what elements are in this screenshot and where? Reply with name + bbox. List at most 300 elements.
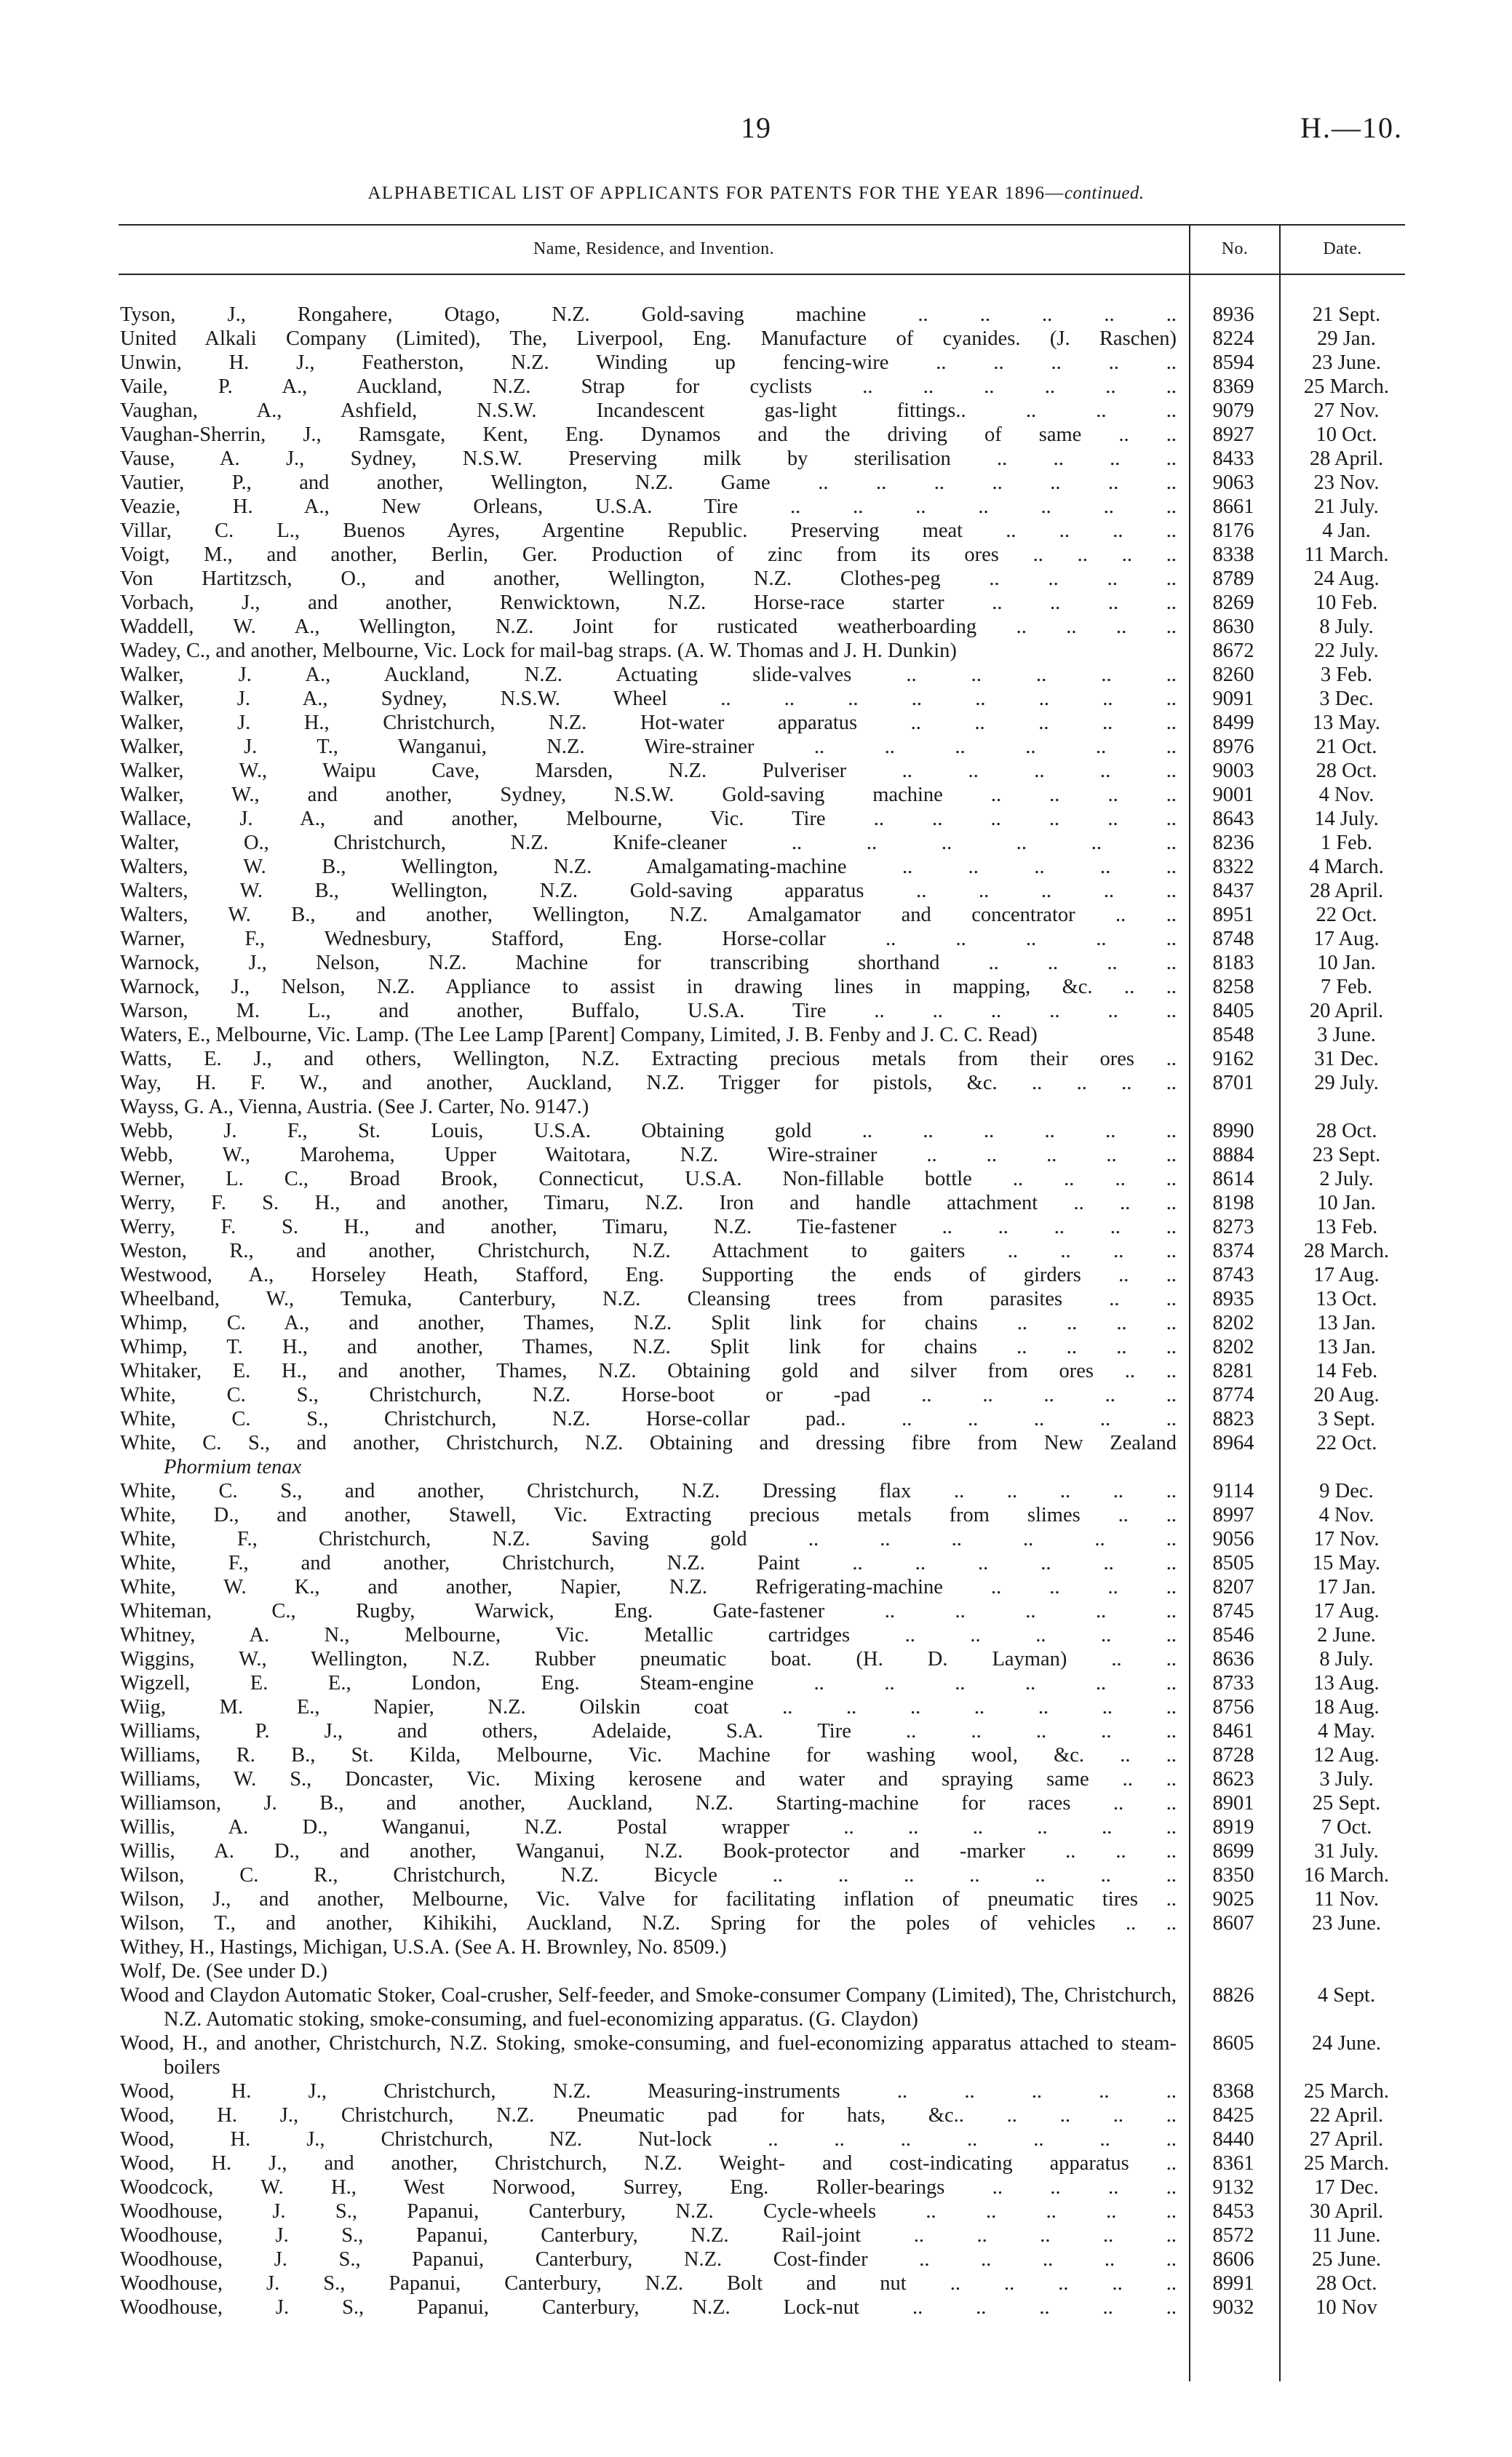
patent-number: 8183 [1212,952,1254,974]
table-row [120,1023,1404,1047]
applicant-entry: White, C. S., and another, Christchurch, N.Z. Dressing flax .. .. .. .. .. [120,1480,1177,1502]
applicant-entry: White, F., and another, Christchurch, N.Z. Paint .. .. .. .. .. .. [120,1552,1177,1574]
applicant-entry: Willis, A. D., Wanganui, N.Z. Postal wrapper .. .. .. .. .. .. [120,1816,1177,1839]
patent-date: 4 Nov. [1318,784,1374,806]
patent-date: 13 Feb. [1315,1216,1378,1238]
table-row [120,687,1404,711]
patent-date: 28 March. [1303,1240,1390,1262]
patent-number: 8672 [1212,640,1254,662]
patent-date: 9 Dec. [1319,1480,1374,1502]
table-row [120,1503,1404,1527]
table-row [120,1335,1404,1359]
patent-date: 4 Jan. [1322,519,1371,542]
applicant-entry: White, W. K., and another, Napier, N.Z. Refrigerating-machine .. .. .. .. [120,1576,1177,1598]
patent-number: 8176 [1212,519,1254,542]
applicant-entry: Woodhouse, J. S., Papanui, Canterbury, N.Z. Rail-joint .. .. .. .. .. [120,2224,1177,2247]
table-row [120,1359,1404,1383]
patent-date: 22 July. [1314,640,1379,662]
table-row [120,2199,1404,2223]
table-row [120,327,1404,351]
patent-number: 8964 [1212,1432,1254,1454]
column-header-date: Date. [1323,239,1362,258]
table-row [120,1383,1404,1407]
patent-date: 3 Dec. [1319,688,1374,710]
patent-number: 8440 [1212,2128,1254,2151]
column-header-name: Name, Residence, and Invention. [533,239,774,258]
applicant-entry: Vaughan-Sherrin, J., Ramsgate, Kent, Eng. Dynamos and the driving of same .. .. [120,423,1177,446]
patent-date: 10 Feb. [1315,592,1378,614]
applicant-entry: Walker, W., and another, Sydney, N.S.W. Gold-saving machine .. .. .. .. [120,784,1177,806]
patent-number: 8207 [1212,1576,1254,1598]
column-header-number: No. [1221,239,1249,258]
applicant-list [120,303,1404,2319]
patent-date: 17 Aug. [1313,1264,1380,1286]
table-row [120,1767,1404,1791]
applicant-entry: Westwood, A., Horseley Heath, Stafford, Eng. Supporting the ends of girders .. .. [120,1264,1177,1286]
patent-number: 8756 [1212,1696,1254,1719]
applicant-entry: Whitaker, E. H., and another, Thames, N.Z. Obtaining gold and silver from ores .. .. [120,1360,1177,1382]
patent-number: 8546 [1212,1624,1254,1646]
table-row [120,975,1404,999]
applicant-entry: Walker, J. A., Auckland, N.Z. Actuating slide-valves .. .. .. .. .. [120,664,1177,686]
applicant-entry: Wood and Claydon Automatic Stoker, Coal-crusher, Self-feeder, and Smoke-consumer Company (Limited), The, Christchurch, N.Z. Automatic stoking, smoke-consuming, and fuel-economizing apparatus. (G. Claydon) [120,1984,1177,2031]
table-row [120,1623,1404,1647]
patent-number: 8202 [1212,1312,1254,1334]
patent-date: 4 May. [1318,1720,1375,1743]
patent-number: 8273 [1212,1216,1254,1238]
applicant-entry: Wigzell, E. E., London, Eng. Steam-engine .. .. .. .. .. .. [120,1672,1177,1695]
table-row [120,1263,1404,1287]
patent-date: 17 Nov. [1313,1528,1380,1550]
patent-date: 2 June. [1317,1624,1376,1646]
patent-date: 17 Aug. [1313,1600,1380,1622]
table-row [120,1983,1404,2031]
patent-number: 8453 [1212,2200,1254,2223]
patent-date: 13 Oct. [1316,1288,1377,1310]
table-row [120,1479,1404,1503]
applicant-entry-continuation: Phormium tenax [164,1456,302,1478]
applicant-entry: Weston, R., and another, Christchurch, N.Z. Attachment to gaiters .. .. .. .. [120,1240,1177,1262]
patent-number: 8572 [1212,2224,1254,2247]
patent-number: 8281 [1212,1360,1254,1382]
page-title [0,183,1512,204]
applicant-entry: Woodcock, W. H., West Norwood, Surrey, Eng. Roller-bearings .. .. .. .. [120,2176,1177,2199]
applicant-entry: Williamson, J. B., and another, Auckland, N.Z. Starting-machine for races .. .. [120,1792,1177,1815]
table-row [120,1119,1404,1143]
patent-date: 10 Nov [1316,2296,1377,2319]
applicant-entry: White, F., Christchurch, N.Z. Saving gold .. .. .. .. .. .. [120,1528,1177,1550]
patent-number: 8322 [1212,856,1254,878]
patent-number: 8368 [1212,2080,1254,2103]
applicant-entry: Wheelband, W., Temuka, Canterbury, N.Z. Cleansing trees from parasites .. .. [120,1288,1177,1310]
patent-number: 9001 [1212,784,1254,806]
applicant-entry: Walker, J. T., Wanganui, N.Z. Wire-strainer .. .. .. .. .. .. [120,736,1177,758]
table-row [120,567,1404,591]
applicant-entry: Wilson, T., and another, Kihikihi, Auckland, N.Z. Spring for the poles of vehicles .. .. [120,1912,1177,1935]
applicant-entry: Warnock, J., Nelson, N.Z. Machine for transcribing shorthand .. .. .. .. [120,952,1177,974]
table-row [120,2031,1404,2079]
table-row [120,1071,1404,1095]
applicant-entry: Walker, W., Waipu Cave, Marsden, N.Z. Pulveriser .. .. .. .. .. [120,760,1177,782]
patent-date: 23 Sept. [1312,1144,1381,1166]
patent-date: 21 Oct. [1316,736,1377,758]
table-row [120,1191,1404,1215]
patent-date: 13 Jan. [1317,1312,1376,1334]
applicant-entry: Wallace, J. A., and another, Melbourne, Vic. Tire .. .. .. .. .. .. [120,808,1177,830]
patent-date: 13 Aug. [1313,1672,1380,1695]
patent-date: 4 Sept. [1317,1984,1376,2007]
patent-number: 9091 [1212,688,1254,710]
patent-date: 14 July. [1314,808,1379,830]
patent-date: 28 April. [1309,447,1384,470]
patent-number: 8461 [1212,1720,1254,1743]
patent-date: 13 Jan. [1317,1336,1376,1358]
table-row [120,927,1404,951]
patent-date: 27 Nov. [1313,399,1380,422]
patent-number: 8823 [1212,1408,1254,1430]
table-row [120,399,1404,423]
title-suffix: continued. [1064,183,1145,203]
patent-number: 8505 [1212,1552,1254,1574]
patent-number: 8433 [1212,447,1254,470]
applicant-entry: Williams, R. B., St. Kilda, Melbourne, Vic. Machine for washing wool, &c. .. .. [120,1744,1177,1767]
applicant-entry: Veazie, H. A., New Orleans, U.S.A. Tire .. .. .. .. .. .. .. [120,495,1177,518]
patent-number: 8699 [1212,1840,1254,1863]
patent-number: 8405 [1212,1000,1254,1022]
patent-number: 8630 [1212,616,1254,638]
patent-date: 4 March. [1309,856,1384,878]
table-row [120,1815,1404,1839]
table-row [120,1095,1404,1119]
patent-date: 22 Oct. [1316,904,1377,926]
table-row [120,351,1404,375]
table-row [120,1551,1404,1575]
patent-number: 8774 [1212,1384,1254,1406]
applicant-entry: Whimp, T. H., and another, Thames, N.Z. Split link for chains .. .. .. .. [120,1336,1177,1358]
table-row [120,1911,1404,1935]
patent-number: 8236 [1212,832,1254,854]
applicant-entry: Whitney, A. N., Melbourne, Vic. Metallic cartridges .. .. .. .. .. [120,1624,1177,1646]
patent-date: 17 Jan. [1317,1576,1376,1598]
patent-date: 3 June. [1317,1024,1376,1046]
table-row [120,1671,1404,1695]
patent-date: 11 March. [1304,543,1389,566]
patent-date: 12 Aug. [1313,1744,1380,1767]
patent-number: 9162 [1212,1048,1254,1070]
applicant-entry: Voigt, M., and another, Berlin, Ger. Production of zinc from its ores .. .. .. .. [120,543,1177,566]
applicant-entry: White, D., and another, Stawell, Vic. Extracting precious metals from slimes .. .. [120,1504,1177,1526]
applicant-entry: Wilson, C. R., Christchurch, N.Z. Bicycle .. .. .. .. .. .. .. [120,1864,1177,1887]
table-row [120,1863,1404,1887]
patent-date: 1 Feb. [1320,832,1373,854]
applicant-entry: Williams, P. J., and others, Adelaide, S.A. Tire .. .. .. .. .. [120,1720,1177,1743]
applicant-entry: Waddell, W. A., Wellington, N.Z. Joint for rusticated weatherboarding .. .. .. .. [120,616,1177,638]
patent-number: 8991 [1212,2272,1254,2295]
table-row [120,375,1404,399]
patent-date: 10 Jan. [1317,1192,1376,1214]
patent-number: 8636 [1212,1648,1254,1670]
applicant-entry: Vorbach, J., and another, Renwicktown, N.Z. Horse-race starter .. .. .. .. [120,592,1177,614]
table-row [120,1647,1404,1671]
applicant-entry: Wood, H. J., Christchurch, N.Z. Pneumatic pad for hats, &c.. .. .. .. .. [120,2104,1177,2127]
patent-date: 28 Oct. [1316,760,1377,782]
table-row [120,1407,1404,1431]
table-row [120,447,1404,471]
patent-number: 8884 [1212,1144,1254,1166]
applicant-entry: Villar, C. L., Buenos Ayres, Argentine Republic. Preserving meat .. .. .. .. [120,519,1177,542]
applicant-entry: Waters, E., Melbourne, Vic. Lamp. (The Lee Lamp [Parent] Company, Limited, J. B. Fenby and J. C. C. Read) [120,1024,1038,1046]
table-row [120,1959,1404,1983]
applicant-entry: Wood, H. J., Christchurch, N.Z. Measuring-instruments .. .. .. .. .. [120,2080,1177,2103]
patent-number: 8606 [1212,2248,1254,2271]
patent-number: 8951 [1212,904,1254,926]
patent-date: 10 Oct. [1316,423,1377,446]
patent-date: 20 Aug. [1313,1384,1380,1406]
patent-number: 8258 [1212,976,1254,998]
patent-number: 8369 [1212,375,1254,398]
patent-number: 8826 [1212,1984,1254,2007]
patent-number: 8743 [1212,1264,1254,1286]
patent-date: 25 March. [1303,375,1390,398]
patent-date: 7 Feb. [1320,976,1373,998]
applicant-entry: Woodhouse, J. S., Papanui, Canterbury, N.Z. Lock-nut .. .. .. .. .. [120,2296,1177,2319]
table-row [120,1143,1404,1167]
patent-number: 9132 [1212,2176,1254,2199]
patent-number: 8643 [1212,808,1254,830]
patent-date: 8 July. [1319,616,1374,638]
table-row [120,2295,1404,2319]
applicant-entry: Vaile, P. A., Auckland, N.Z. Strap for cyclists .. .. .. .. .. .. [120,375,1177,398]
patent-number: 8594 [1212,351,1254,374]
patent-date: 3 July. [1319,1768,1374,1791]
table-row [120,1575,1404,1599]
patent-date: 15 May. [1312,1552,1381,1574]
table-row [120,1431,1404,1479]
table-row [120,1887,1404,1911]
applicant-entry: Warner, F., Wednesbury, Stafford, Eng. Horse-collar .. .. .. .. .. [120,928,1177,950]
table-row [120,495,1404,519]
applicant-entry: Walker, J. A., Sydney, N.S.W. Wheel .. .. .. .. .. .. .. .. [120,688,1177,710]
table-row [120,1287,1404,1311]
applicant-entry: Walker, J. H., Christchurch, N.Z. Hot-water apparatus .. .. .. .. .. [120,712,1177,734]
table-row [120,2103,1404,2127]
table-row [120,2271,1404,2295]
applicant-entry: Vaughan, A., Ashfield, N.S.W. Incandescent gas-light fittings.. .. .. .. [120,399,1177,422]
patent-number: 8605 [1212,2032,1254,2055]
patent-number: 8350 [1212,1864,1254,1887]
title-main: ALPHABETICAL LIST OF APPLICANTS FOR PATENTS FOR THE YEAR 1896— [367,183,1065,203]
applicant-entry: Watts, E. J., and others, Wellington, N.Z. Extracting precious metals from their ores .. [120,1048,1177,1070]
table-row [120,1311,1404,1335]
table-row [120,807,1404,831]
patent-number: 8661 [1212,495,1254,518]
applicant-entry: Webb, W., Marohema, Upper Waitotara, N.Z. Wire-strainer .. .. .. .. .. [120,1144,1177,1166]
patent-number: 9003 [1212,760,1254,782]
applicant-entry: Wood, H. J., and another, Christchurch, N.Z. Weight- and cost-indicating apparatus .. [120,2152,1177,2175]
table-row [120,663,1404,687]
applicant-entry: Vautier, P., and another, Wellington, N.Z. Game .. .. .. .. .. .. .. [120,471,1177,494]
patent-date: 11 June. [1312,2224,1381,2247]
patent-number: 8728 [1212,1744,1254,1767]
table-row [120,1167,1404,1191]
applicant-entry: White, C. S., and another, Christchurch, N.Z. Obtaining and dressing fibre from New Zealand [120,1432,1177,1454]
table-row [120,1599,1404,1623]
applicant-entry: Unwin, H. J., Featherston, N.Z. Winding up fencing-wire .. .. .. .. .. [120,351,1177,374]
patent-number: 8733 [1212,1672,1254,1695]
applicant-entry: Werner, L. C., Broad Brook, Connecticut, U.S.A. Non-fillable bottle .. .. .. .. [120,1168,1177,1190]
applicant-entry: White, C. S., Christchurch, N.Z. Horse-boot or -pad .. .. .. .. .. [120,1384,1177,1406]
applicant-entry: Wiggins, W., Wellington, N.Z. Rubber pneumatic boat. (H. D. Layman) .. .. [120,1648,1177,1670]
applicant-entry: Wood, H., and another, Christchurch, N.Z. Stoking, smoke-consuming, and fuel-economizing apparatus attached to steam-boilers [120,2032,1177,2079]
patent-number: 8927 [1212,423,1254,446]
applicant-entry: Werry, F. S. H., and another, Timaru, N.Z. Iron and handle attachment .. .. .. [120,1192,1177,1214]
patent-number: 8499 [1212,712,1254,734]
table-row [120,1239,1404,1263]
table-row [120,1719,1404,1743]
patent-date: 28 Oct. [1316,1120,1377,1142]
patent-number: 8338 [1212,543,1254,566]
patent-date: 28 Oct. [1316,2272,1377,2295]
table-row [120,759,1404,783]
table-row [120,615,1404,639]
patent-number: 8425 [1212,2104,1254,2127]
patent-date: 25 June. [1312,2248,1381,2271]
applicant-entry: Werry, F. S. H., and another, Timaru, N.Z. Tie-fastener .. .. .. .. .. [120,1216,1177,1238]
applicant-entry: Webb, J. F., St. Louis, U.S.A. Obtaining gold .. .. .. .. .. .. [120,1120,1177,1142]
patent-date: 3 Sept. [1317,1408,1376,1430]
patent-number: 8361 [1212,2152,1254,2175]
patent-date: 17 Dec. [1314,2176,1379,2199]
applicant-entry: Woodhouse, J. S., Papanui, Canterbury, N.Z. Cycle-wheels .. .. .. .. .. [120,2200,1177,2223]
patent-date: 25 Sept. [1312,1792,1381,1815]
patent-number: 8623 [1212,1768,1254,1791]
patent-date: 17 Aug. [1313,928,1380,950]
patent-number: 8374 [1212,1240,1254,1262]
table-row [120,903,1404,927]
patent-number: 9114 [1213,1480,1254,1502]
patent-number: 8990 [1212,1120,1254,1142]
patent-number: 8437 [1212,880,1254,902]
applicant-entry: Wood, H. J., Christchurch, NZ. Nut-lock .. .. .. .. .. .. .. [120,2128,1177,2151]
applicant-entry: Walter, O., Christchurch, N.Z. Knife-cleaner .. .. .. .. .. .. [120,832,1177,854]
table-row [120,303,1404,327]
patent-number: 8745 [1212,1600,1254,1622]
patent-number: 9056 [1212,1528,1254,1550]
table-row [120,999,1404,1023]
table-row [120,1215,1404,1239]
applicant-entry: Tyson, J., Rongahere, Otago, N.Z. Gold-saving machine .. .. .. .. .. [120,303,1177,326]
patent-date: 28 April. [1309,880,1384,902]
table-row [120,423,1404,447]
patent-date: 25 March. [1303,2152,1390,2175]
patent-number: 9025 [1212,1888,1254,1911]
patent-number: 9063 [1212,471,1254,494]
patent-number: 8260 [1212,664,1254,686]
table-row [120,1695,1404,1719]
patent-number: 8701 [1212,1072,1254,1094]
patent-number: 8901 [1212,1792,1254,1815]
applicant-entry: Woodhouse, J. S., Papanui, Canterbury, N.Z. Cost-finder .. .. .. .. .. [120,2248,1177,2271]
table-row [120,879,1404,903]
patent-number: 8997 [1212,1504,1254,1526]
patent-date: 21 Sept. [1312,303,1381,326]
table-row [120,2127,1404,2151]
table-row [120,855,1404,879]
table-row [120,1935,1404,1959]
patent-number: 8936 [1212,303,1254,326]
page-number: 19 [741,111,771,144]
patent-date: 23 June. [1312,351,1381,374]
patent-date: 13 May. [1312,712,1381,734]
patent-number: 8224 [1212,327,1254,350]
applicant-entry: White, C. S., Christchurch, N.Z. Horse-collar pad.. .. .. .. .. .. [120,1408,1177,1430]
patent-date: 10 Jan. [1317,952,1376,974]
header-bottom-rule [119,274,1405,275]
applicant-entry: Whiteman, C., Rugby, Warwick, Eng. Gate-fastener .. .. .. .. .. [120,1600,1177,1622]
patent-number: 8198 [1212,1192,1254,1214]
patent-date: 31 Dec. [1314,1048,1379,1070]
patent-date: 30 April. [1309,2200,1384,2223]
patent-number: 8607 [1212,1912,1254,1935]
applicant-entry: Williams, W. S., Doncaster, Vic. Mixing kerosene and water and spraying same .. .. [120,1768,1177,1791]
patent-number: 8548 [1212,1024,1254,1046]
table-row [120,639,1404,663]
patent-number: 8919 [1212,1816,1254,1839]
patent-date: 29 Jan. [1317,327,1376,350]
applicant-entry: Wolf, De. (See under D.) [120,1960,327,1983]
patent-date: 24 Aug. [1313,568,1380,590]
patent-date: 2 July. [1319,1168,1374,1190]
applicant-entry: Vause, A. J., Sydney, N.S.W. Preserving milk by sterilisation .. .. .. .. [120,447,1177,470]
page-reference: H.—10. [1300,111,1403,144]
table-row [120,1791,1404,1815]
table-row [120,543,1404,567]
patent-date: 8 July. [1319,1648,1374,1670]
applicant-entry: Woodhouse, J. S., Papanui, Canterbury, N.Z. Bolt and nut .. .. .. .. .. [120,2272,1177,2295]
patent-date: 23 June. [1312,1912,1381,1935]
table-row [120,2151,1404,2175]
table-row [120,471,1404,495]
applicant-entry: Wadey, C., and another, Melbourne, Vic. Lock for mail-bag straps. (A. W. Thomas and J. H. Dunkin) [120,640,957,662]
patent-number: 8789 [1212,568,1254,590]
table-top-rule [119,224,1405,226]
applicant-entry: Whimp, C. A., and another, Thames, N.Z. Split link for chains .. .. .. .. [120,1312,1177,1334]
patent-date: 18 Aug. [1313,1696,1380,1719]
table-row [120,591,1404,615]
patent-number: 8614 [1212,1168,1254,1190]
patent-date: 23 Nov. [1313,471,1380,494]
patent-date: 29 July. [1314,1072,1379,1094]
applicant-entry: Withey, H., Hastings, Michigan, U.S.A. (See A. H. Brownley, No. 8509.) [120,1936,727,1959]
patent-date: 22 April. [1309,2104,1384,2127]
patent-number: 8935 [1212,1288,1254,1310]
patent-date: 22 Oct. [1316,1432,1377,1454]
applicant-entry: Warson, M. L., and another, Buffalo, U.S.A. Tire .. .. .. .. .. .. [120,1000,1177,1022]
table-row [120,2223,1404,2247]
patent-date: 7 Oct. [1321,1816,1372,1839]
applicant-entry: Wiig, M. E., Napier, N.Z. Oilskin coat .. .. .. .. .. .. .. [120,1696,1177,1719]
patent-date: 3 Feb. [1320,664,1373,686]
patent-date: 25 March. [1303,2080,1390,2103]
patent-date: 21 July. [1314,495,1379,518]
table-row [120,735,1404,759]
table-row [120,1743,1404,1767]
patent-number: 8976 [1212,736,1254,758]
applicant-entry: United Alkali Company (Limited), The, Liverpool, Eng. Manufacture of cyanides. (J. Raschen) [120,327,1177,350]
table-row [120,951,1404,975]
table-row [120,1047,1404,1071]
table-row [120,831,1404,855]
